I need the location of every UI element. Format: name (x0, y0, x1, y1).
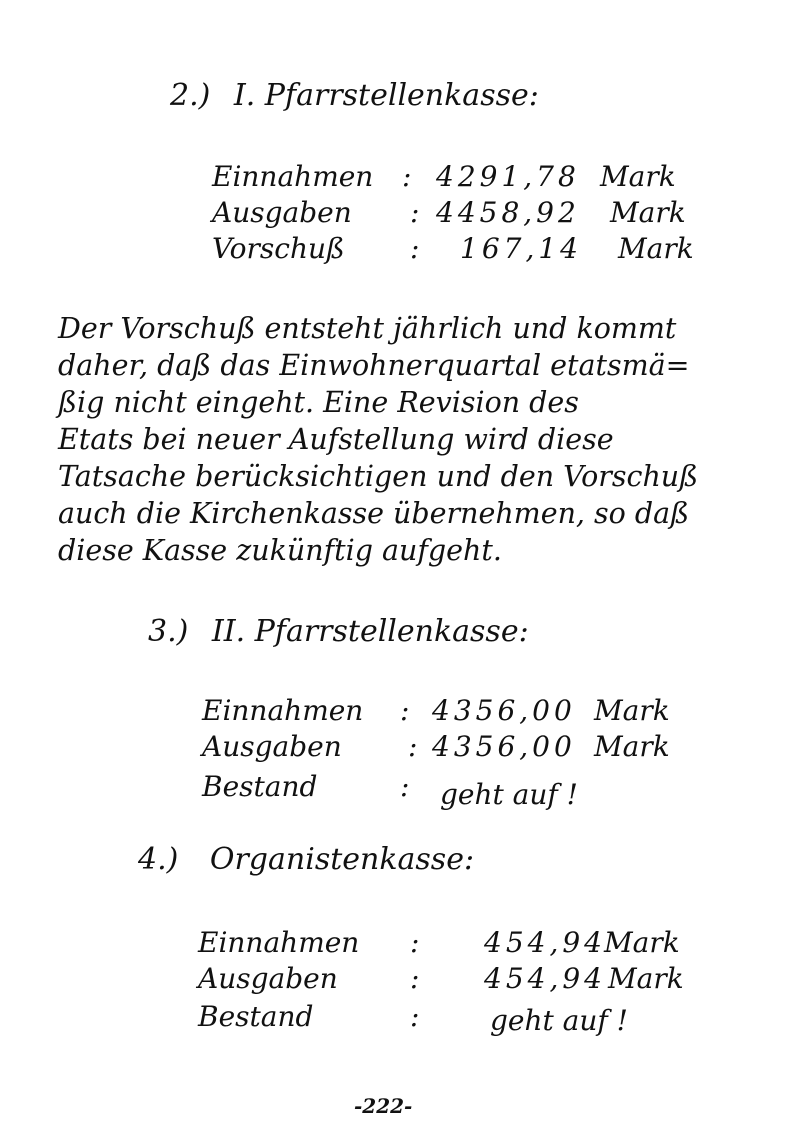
row-value: geht auf ! (490, 1004, 628, 1037)
row-separator: : (410, 232, 420, 265)
row-label: Ausgaben (202, 730, 342, 763)
row-separator: : (400, 694, 410, 727)
paragraph-line: diese Kasse zukünftig aufgeht. (58, 534, 502, 567)
row-value: 454,94 (484, 926, 606, 959)
paragraph-line: Etats bei neuer Aufstellung wird diese (58, 423, 614, 456)
paragraph-line: Tatsache berücksichtigen und den Vorschuß (58, 460, 699, 493)
row-unit: Mark (594, 730, 670, 763)
row-separator: : (410, 926, 420, 959)
row-separator: : (410, 196, 420, 229)
row-label: Bestand (202, 770, 318, 803)
paragraph-line: Der Vorschuß entsteht jährlich und kommt (58, 312, 677, 345)
row-separator: : (410, 962, 420, 995)
section-title: II. Pfarrstellenkasse: (211, 614, 529, 649)
row-label: Bestand (198, 1000, 314, 1033)
row-unit: Mark (604, 926, 680, 959)
section-number: 3.) (148, 614, 189, 649)
section-title: Organistenkasse: (209, 842, 475, 877)
row-value: 454,94 (484, 962, 606, 995)
row-value: 4458,92 (436, 196, 580, 229)
page-number: -222- (354, 1094, 413, 1118)
row-unit: Mark (608, 962, 684, 995)
row-unit: Mark (594, 694, 670, 727)
paragraph-line: ßig nicht eingeht. Eine Revision des (58, 386, 579, 419)
row-label: Einnahmen (202, 694, 364, 727)
row-label: Vorschuß (212, 232, 345, 265)
row-label: Ausgaben (212, 196, 352, 229)
row-label: Einnahmen (198, 926, 360, 959)
section-number: 2.) (170, 78, 211, 113)
row-value: 4291,78 (436, 160, 580, 193)
section-heading (170, 78, 539, 113)
row-value: 4356,00 (432, 730, 576, 763)
section-number: 4.) (138, 842, 179, 877)
row-unit: Mark (600, 160, 676, 193)
row-separator: : (408, 730, 418, 763)
row-value: geht auf ! (440, 778, 578, 811)
row-value: 167,14 (460, 232, 582, 265)
section-title: I. Pfarrstellenkasse: (233, 78, 539, 113)
row-label: Einnahmen (212, 160, 374, 193)
section-heading (138, 842, 474, 877)
row-value: 4356,00 (432, 694, 576, 727)
row-unit: Mark (610, 196, 686, 229)
section-heading (148, 614, 529, 649)
row-separator: : (400, 770, 410, 803)
paragraph-line: daher, daß das Einwohnerquartal etatsmä= (58, 349, 690, 382)
paragraph-line: auch die Kirchenkasse übernehmen, so daß (58, 497, 690, 530)
row-separator: : (410, 1000, 420, 1033)
row-label: Ausgaben (198, 962, 338, 995)
row-unit: Mark (618, 232, 694, 265)
row-separator: : (402, 160, 412, 193)
